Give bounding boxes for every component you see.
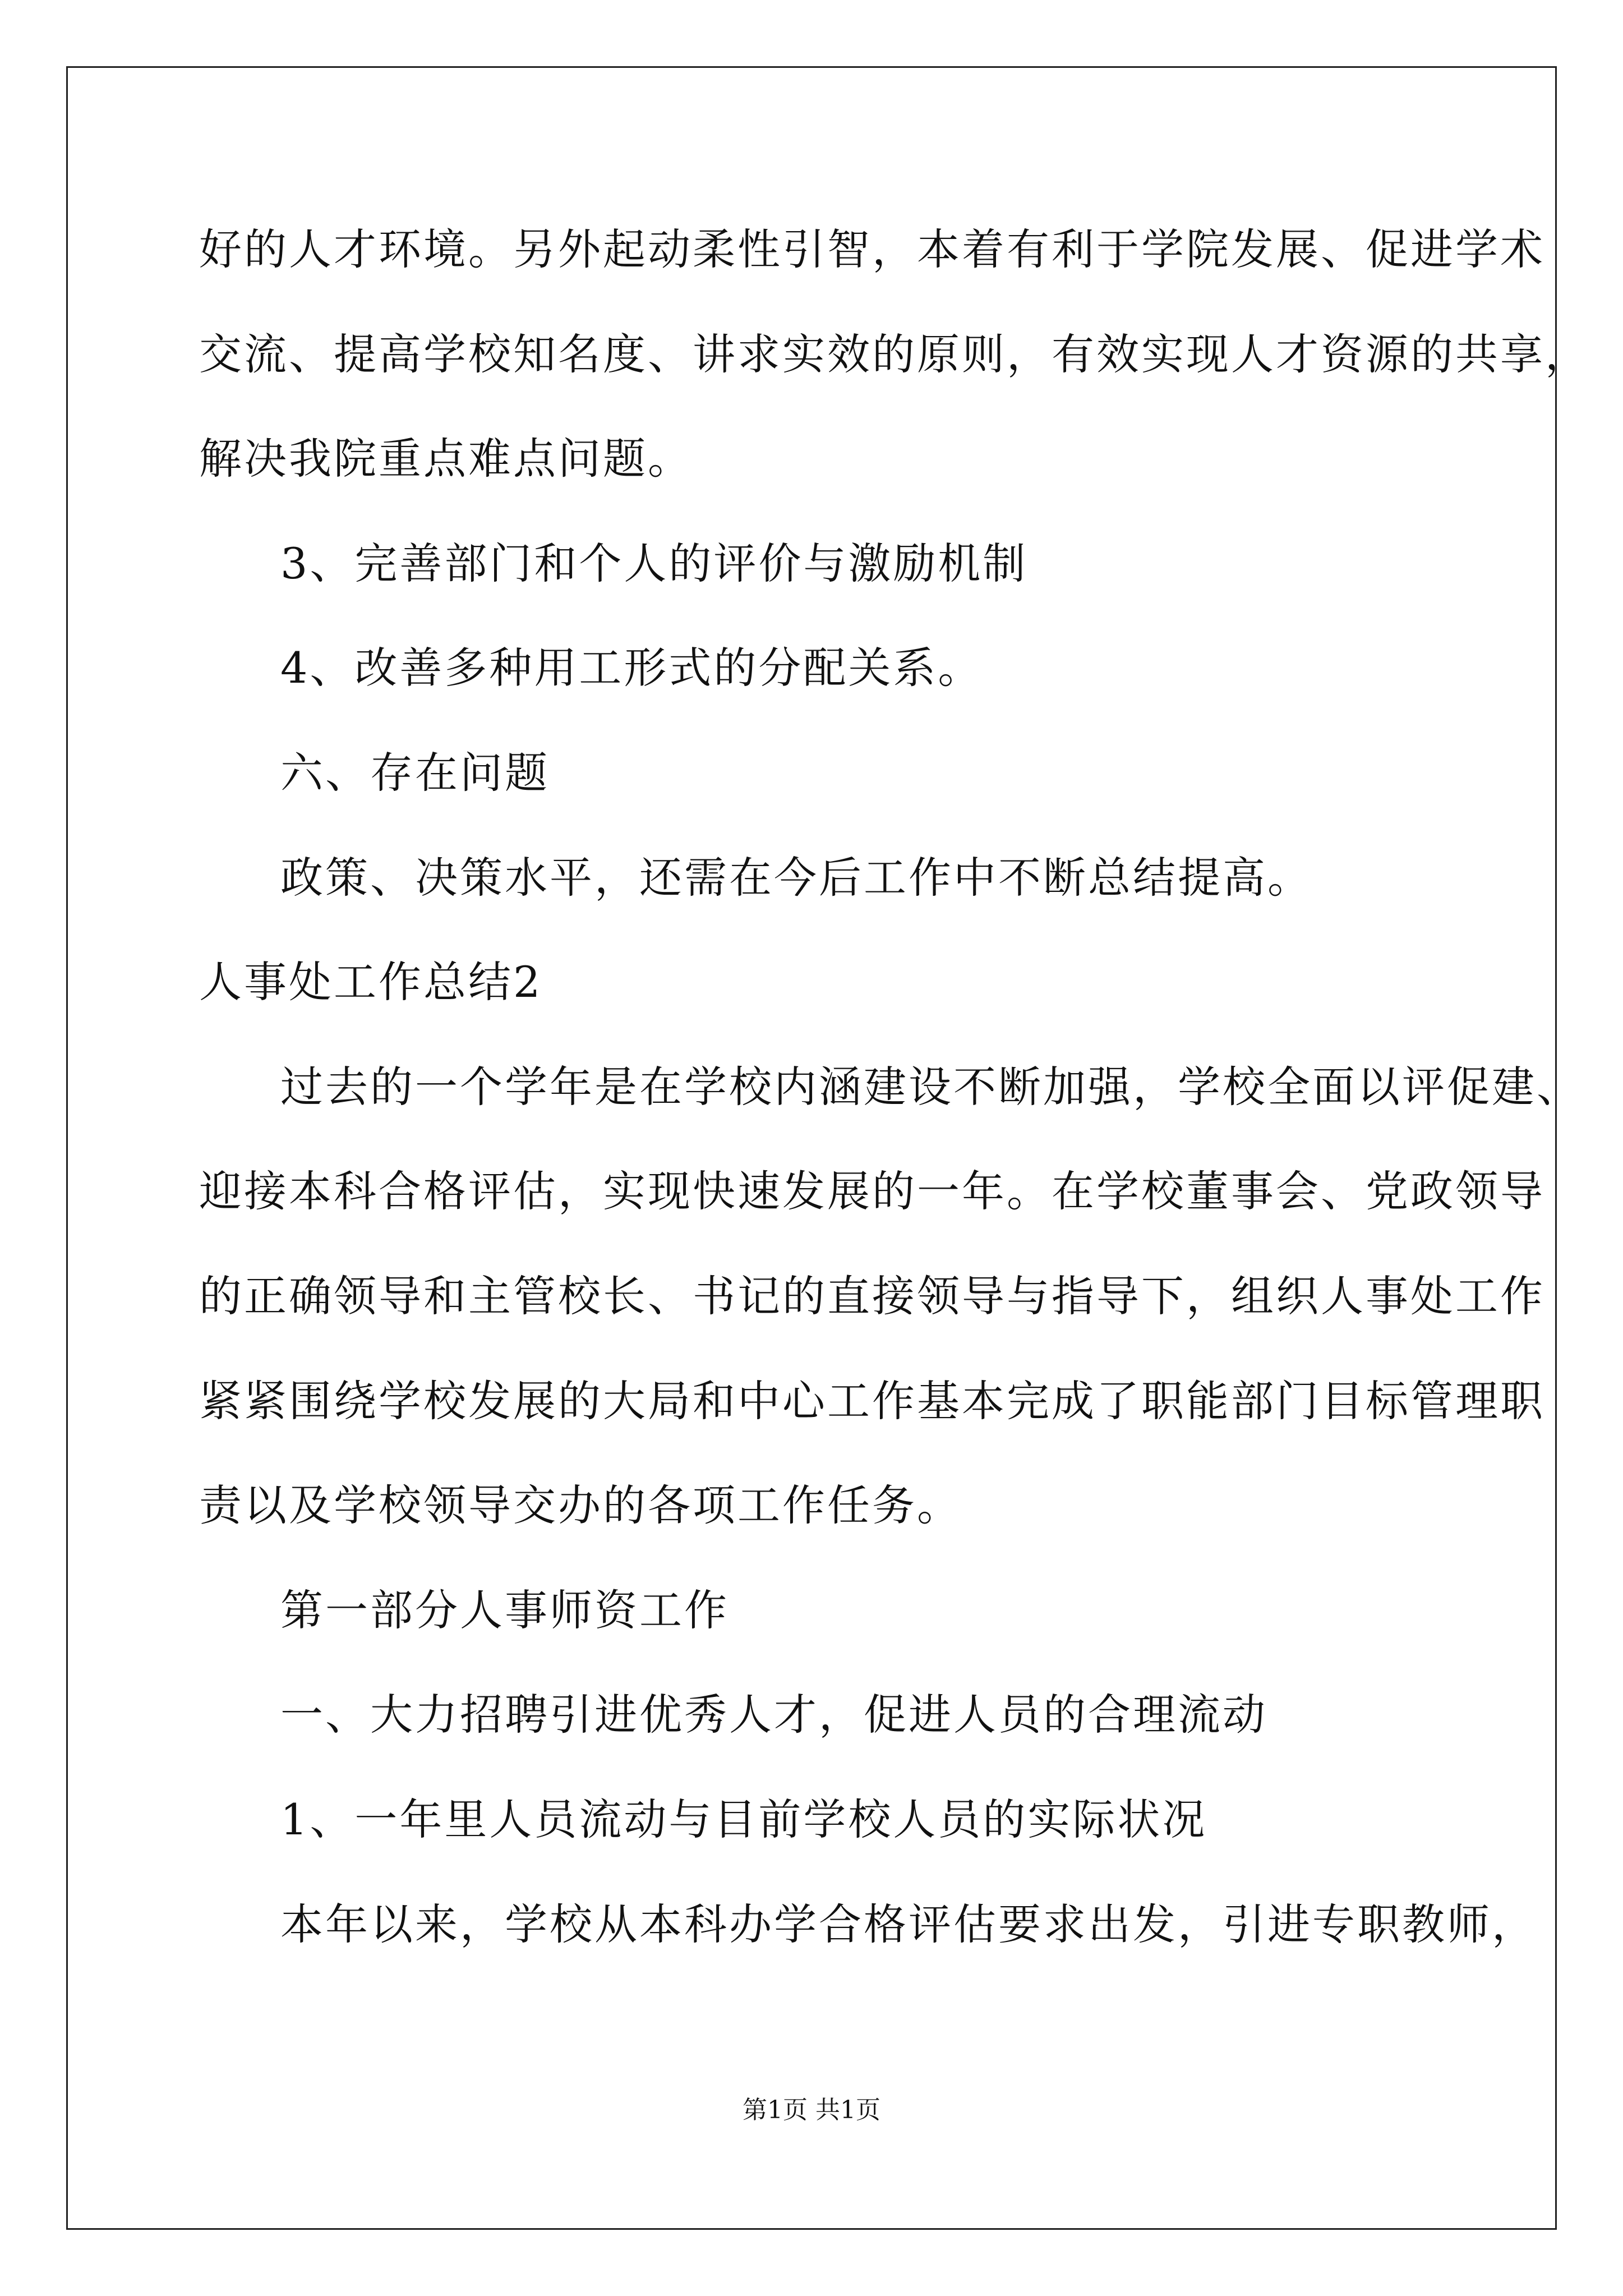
body-text-line: 本年以来，学校从本科办学合格评估要求出发，引进专职教师， (280, 1899, 1537, 1949)
body-text-line: 紧紧围绕学校发展的大局和中心工作基本完成了职能部门目标管理职 (199, 1376, 1545, 1426)
body-text-line: 政策、决策水平，还需在今后工作中不断总结提高。 (280, 853, 1312, 903)
section-heading: 第一部分人事师资工作 (280, 1585, 729, 1635)
document-title: 人事处工作总结2 (199, 957, 543, 1007)
body-text-line: 好的人才环境。另外起动柔性引智，本着有利于学院发展、促进学术 (199, 224, 1545, 274)
body-text-line: 迎接本科合格评估，实现快速发展的一年。在学校董事会、党政领导 (199, 1166, 1545, 1216)
body-text-line: 的正确领导和主管校长、书记的直接领导与指导下，组织人事处工作 (199, 1271, 1545, 1321)
list-item-line: 4、改善多种用工形式的分配关系。 (280, 643, 983, 693)
page-number-footer: 第1页 共1页 (743, 2096, 880, 2124)
list-item-line: 1、一年里人员流动与目前学校人员的实际状况 (280, 1795, 1207, 1844)
body-text-line: 责以及学校领导交办的各项工作任务。 (199, 1480, 962, 1530)
list-item-line: 3、完善部门和个人的评价与激励机制 (280, 539, 1028, 588)
body-text-line: 解决我院重点难点问题。 (199, 434, 693, 484)
body-text-line: 交流、提高学校知名度、讲求实效的原则，有效实现人才资源的共享， (199, 329, 1590, 379)
section-heading: 六、存在问题 (280, 748, 550, 798)
section-heading: 一、大力招聘引进优秀人才，促进人员的合理流动 (280, 1690, 1267, 1740)
body-text-line: 过去的一个学年是在学校内涵建设不断加强，学校全面以评促建、 (280, 1062, 1581, 1112)
